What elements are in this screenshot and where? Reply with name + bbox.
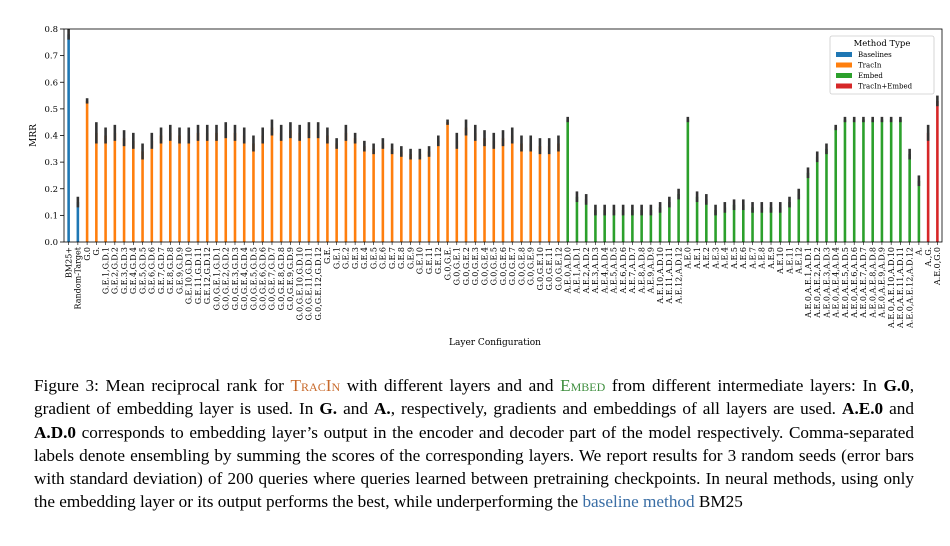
figure-caption: [34, 374, 914, 514]
y-tick-label: 0.3: [44, 158, 58, 169]
bar: [788, 202, 791, 242]
bar: [585, 199, 588, 242]
x-tick-label: A.E.0,A.E.8,A.D.8: [868, 247, 878, 318]
x-tick-label: G.0,G.E.2: [461, 247, 471, 286]
x-tick-label: G.0,G.E.11,G.D.11: [304, 247, 314, 321]
x-tick-label: A.E.7: [748, 247, 758, 269]
x-tick-label: A.E.0,A.E.7,A.D.7: [859, 247, 869, 318]
bar: [372, 149, 375, 242]
term-g0: G.0: [883, 376, 910, 395]
bar: [224, 130, 227, 242]
legend-label: TracIn: [858, 61, 882, 70]
bar: [261, 136, 264, 243]
bar: [252, 143, 255, 242]
bar: [391, 149, 394, 242]
y-tick-label: 0.6: [44, 78, 58, 89]
bar: [853, 120, 856, 242]
bar: [206, 133, 209, 242]
x-tick-label: G.0,G.E.12: [554, 247, 564, 291]
bar: [474, 133, 477, 242]
y-tick-label: 0.8: [44, 25, 58, 35]
x-tick-label: G.0,G.E.5: [489, 247, 499, 286]
x-tick-label: G.E.4: [360, 247, 370, 270]
x-tick-label: G.0,G.E.1: [452, 247, 462, 286]
x-tick-label: A.E.8,A.D.8: [637, 247, 647, 294]
bar: [141, 151, 144, 242]
x-tick-label: G.E.1: [332, 247, 342, 270]
bar: [419, 154, 422, 242]
legend-swatch: [836, 52, 852, 57]
bar: [428, 151, 431, 242]
y-axis: [44, 25, 64, 248]
bar: [169, 133, 172, 242]
x-tick-label: G.E.8,G.D.8: [166, 247, 176, 295]
caption-text: BM25: [694, 492, 743, 512]
bar: [520, 143, 523, 242]
bar: [862, 120, 865, 242]
bar: [742, 205, 745, 242]
bar: [825, 149, 828, 242]
x-tick-label: G.E.9,G.D.9: [175, 247, 185, 295]
x-tick-label: A.E.11,A.D.11: [665, 247, 675, 304]
x-tick-label: A.E.10: [776, 247, 786, 274]
term-g: G.: [319, 399, 338, 419]
x-tick-label: A.E.10,A.D.10: [655, 247, 665, 304]
x-tick-label: Random-Target: [73, 247, 83, 310]
bar: [104, 136, 107, 243]
x-tick-label: A.E.12,A.D.12: [674, 247, 684, 304]
caption-text: and: [883, 399, 914, 419]
legend-swatch: [836, 73, 852, 78]
x-tick-label: A.E.6: [739, 247, 749, 269]
y-tick-label: 0.2: [44, 184, 58, 195]
x-tick-label: A.E.2,A.D.2: [581, 247, 591, 294]
x-tick-label: BM25+: [64, 247, 74, 278]
x-tick-label: A.E.0,A.E.4,A.D.4: [831, 247, 841, 318]
bar: [465, 128, 468, 242]
bar: [529, 143, 532, 242]
bar: [123, 138, 126, 242]
bar: [197, 133, 200, 242]
bar: [280, 133, 283, 242]
x-tick-label: G.0,G.E.10: [535, 247, 545, 291]
x-tick-label: G.0,G.E.8: [517, 247, 527, 286]
y-tick-label: 0.5: [44, 104, 58, 115]
x-tick-label: A.E.0,A.E.9,A.D.9: [877, 247, 887, 318]
bar: [354, 138, 357, 242]
x-tick-label: G.0,G.E.6,G.D.6: [258, 247, 268, 311]
x-tick-label: A.E.8: [757, 247, 767, 269]
x-tick-label: G.E.6: [378, 247, 388, 270]
x-tick-label: A.E.0,A.E.11,A.D.11: [896, 247, 906, 328]
x-tick-label: G.E.1,G.D.1: [101, 247, 111, 295]
bar: [308, 130, 311, 242]
x-tick-label: G.E.11: [424, 247, 434, 275]
bar: [178, 136, 181, 243]
x-tick-label: A.E.5: [729, 247, 739, 269]
tracin-name: TracIn: [290, 376, 341, 395]
x-tick-label: G.0,G.E.10,G.D.10: [295, 247, 305, 321]
bar: [483, 138, 486, 242]
bar: [243, 136, 246, 243]
bar: [890, 120, 893, 242]
term-a: A.: [373, 399, 391, 419]
x-tick-label: A.E.1: [692, 247, 702, 269]
bar: [409, 154, 412, 242]
x-tick-label: G.0,G.E.4,G.D.4: [240, 247, 250, 311]
x-tick-label: A.E.9,A.D.9: [646, 247, 656, 294]
x-tick-label: A.E.0,A.E.12,A.D.12: [905, 247, 915, 328]
x-tick-label: G.E.8: [397, 247, 407, 270]
legend-title: Method Type: [853, 39, 911, 49]
bar: [733, 205, 736, 242]
bar: [437, 141, 440, 242]
bar: [899, 120, 902, 242]
caption-text: Mean reciprocal rank for: [98, 376, 291, 395]
bar: [326, 136, 329, 243]
x-tick-label: G.E.11,G.D.11: [193, 247, 203, 305]
x-tick-label: A.E.2: [702, 247, 712, 269]
x-tick-label: G.0,G.E.7,G.D.7: [267, 247, 277, 311]
bar: [67, 34, 70, 242]
x-tick-label: A.,G.: [923, 247, 933, 267]
x-tick-label: A.E.3,A.D.3: [591, 247, 601, 294]
caption-text: with different layers and and: [340, 376, 561, 395]
bar: [86, 101, 89, 242]
bar: [557, 143, 560, 242]
x-tick-label: G.E.3,G.D.3: [119, 247, 129, 295]
x-tick-label: A.E.9: [766, 247, 776, 269]
bar: [881, 120, 884, 242]
bar: [548, 146, 551, 242]
bar: [335, 143, 338, 242]
x-tick-label: A.E.11: [785, 247, 795, 274]
bar: [807, 173, 810, 242]
x-tick-label: G.E.4,G.D.4: [129, 247, 139, 295]
y-tick-label: 0.1: [44, 211, 58, 222]
bar: [271, 128, 274, 242]
bar: [927, 133, 930, 242]
x-tick-label: A.E.0: [683, 247, 693, 269]
bar: [936, 101, 939, 242]
bar: [289, 130, 292, 242]
bar: [871, 120, 874, 242]
y-tick-label: 0.7: [44, 51, 58, 62]
bar: [539, 146, 542, 242]
x-tick-label: A.E.5,A.D.5: [609, 247, 619, 294]
x-tick-label: G.E.9: [406, 247, 416, 270]
term-ad0: A.D.0: [34, 422, 77, 442]
y-tick-label: 0.0: [44, 238, 58, 248]
x-tick-label: A.E.0,A.E.1,A.D.1: [803, 247, 813, 318]
y-tick-label: 0.4: [44, 131, 58, 142]
bar: [576, 197, 579, 242]
legend-label: Baselines: [858, 51, 892, 59]
bar: [114, 133, 117, 242]
x-tick-label: G.0,G.E.3: [471, 247, 481, 286]
x-tick-label: A.E.0,G.0: [933, 247, 943, 286]
legend: [830, 36, 934, 94]
x-tick-label: G.: [92, 247, 102, 256]
bar: [566, 120, 569, 242]
legend-swatch: [836, 63, 852, 68]
x-tick-label: G.0,G.E.3,G.D.3: [230, 247, 240, 311]
bar: [696, 197, 699, 242]
x-tick-label: G.0: [82, 247, 92, 261]
embed-name: Embed: [560, 376, 606, 395]
bar: [446, 122, 449, 242]
bar: [298, 133, 301, 242]
bar: [95, 133, 98, 242]
x-tick-label: G.0,G.E.6: [498, 247, 508, 286]
x-tick-label: A.E.7,A.D.7: [628, 247, 638, 294]
x-tick-label: G.E.: [323, 247, 333, 265]
x-tick-label: G.0,G.E.1,G.D.1: [212, 247, 222, 311]
legend-label: Embed: [858, 72, 883, 80]
x-tick-label: A.E.0,A.E.6,A.D.6: [850, 247, 859, 318]
caption-text: from different intermediate layers: In: [605, 376, 884, 395]
bar: [345, 133, 348, 242]
bar: [687, 120, 690, 242]
caption-text: , gradient of embedding layer is used. In: [34, 376, 914, 419]
x-tick-label: G.0,G.E.: [443, 247, 453, 281]
legend-label: TracIn+Embed: [858, 82, 913, 91]
legend-swatch: [836, 84, 852, 89]
x-tick-label: G.0,G.E.7: [508, 247, 518, 286]
bar: [908, 154, 911, 242]
bar: [502, 138, 505, 242]
bar: [234, 133, 237, 242]
bar: [400, 151, 403, 242]
bar: [363, 146, 366, 242]
bar: [816, 157, 819, 242]
x-tick-label: G.E.10: [415, 247, 425, 275]
y-axis-label: MRR: [29, 124, 39, 147]
bar: [705, 199, 708, 242]
bar: [844, 120, 847, 242]
bar: [215, 133, 218, 242]
x-tick-label: G.E.7,G.D.7: [156, 247, 166, 295]
x-tick-label: A.E.4: [720, 247, 730, 269]
x-tick-label: G.E.5: [369, 247, 379, 270]
caption-text: corresponds to embedding layer’s output in the encoder and decoder part of the model respectively. Comma-separated labels denote ensembling by summing the scores of the corresponding layers. We report results for 3 random seeds (error bars with standard deviation) of 200 queries where queries learned between pretraining checkpoints. In neural methods, using only the embedding layer or its output performs the best, while underperforming the: [34, 422, 914, 512]
bar: [834, 128, 837, 242]
bar: [918, 181, 921, 242]
bar: [677, 194, 680, 242]
bar: [187, 136, 190, 243]
caption-text: and: [337, 399, 374, 419]
x-tick-label: A.E.0,A.E.3,A.D.3: [822, 247, 832, 318]
bar: [492, 141, 495, 242]
x-tick-label: G.E.7: [387, 247, 397, 270]
x-tick-label: G.E.12,G.D.12: [203, 247, 213, 305]
baseline-method-link[interactable]: baseline method: [582, 492, 695, 512]
term-ae0: A.E.0: [842, 399, 884, 419]
bar: [77, 202, 80, 242]
bar: [455, 141, 458, 242]
bar: [382, 143, 385, 242]
x-tick-label: G.E.6,G.D.6: [147, 247, 157, 295]
bar: [511, 136, 514, 243]
x-tick-label: A.E.3: [711, 247, 721, 269]
figure-label: Figure 3:: [34, 376, 99, 395]
bar: [132, 141, 135, 242]
x-tick-label: G.0,G.E.9: [526, 247, 536, 286]
x-tick-label: A.E.0,A.D.0: [563, 247, 573, 294]
x-axis: [64, 242, 942, 329]
x-tick-label: A.: [914, 247, 924, 256]
x-tick-label: G.0,G.E.12,G.D.12: [313, 247, 323, 321]
x-tick-label: G.E.2,G.D.2: [110, 247, 120, 295]
x-tick-label: G.E.2: [341, 247, 351, 270]
x-tick-label: A.E.0,A.E.5,A.D.5: [840, 247, 850, 318]
x-tick-label: G.E.3: [350, 247, 360, 270]
x-tick-label: G.E.12: [434, 247, 444, 275]
x-tick-label: A.E.0,A.E.2,A.D.2: [813, 247, 823, 318]
x-tick-label: G.0,G.E.4: [480, 247, 490, 286]
bar: [151, 141, 154, 242]
x-tick-label: G.E.10,G.D.10: [184, 247, 194, 305]
x-tick-label: G.0,G.E.8,G.D.8: [276, 247, 286, 311]
x-tick-label: A.E.12: [794, 247, 804, 274]
x-tick-label: G.0,G.E.2,G.D.2: [221, 247, 231, 311]
bar: [797, 194, 800, 242]
x-tick-label: G.0,G.E.11: [545, 247, 555, 291]
bar: [160, 136, 163, 243]
x-tick-label: A.E.6,A.D.6: [618, 247, 628, 294]
x-tick-label: A.E.1,A.D.1: [572, 247, 582, 294]
x-tick-label: G.0,G.E.5,G.D.5: [249, 247, 259, 311]
caption-text: , respectively, gradients and embeddings of all layers are used.: [390, 399, 843, 419]
x-tick-label: G.0,G.E.9,G.D.9: [286, 247, 296, 311]
bar: [668, 202, 671, 242]
x-tick-label: A.E.4,A.D.4: [600, 247, 610, 294]
x-axis-label: Layer Configuration: [449, 338, 541, 348]
x-tick-label: A.E.0,A.E.10,A.D.10: [886, 247, 896, 328]
bar: [317, 130, 320, 242]
x-tick-label: G.E.5,G.D.5: [138, 247, 148, 295]
